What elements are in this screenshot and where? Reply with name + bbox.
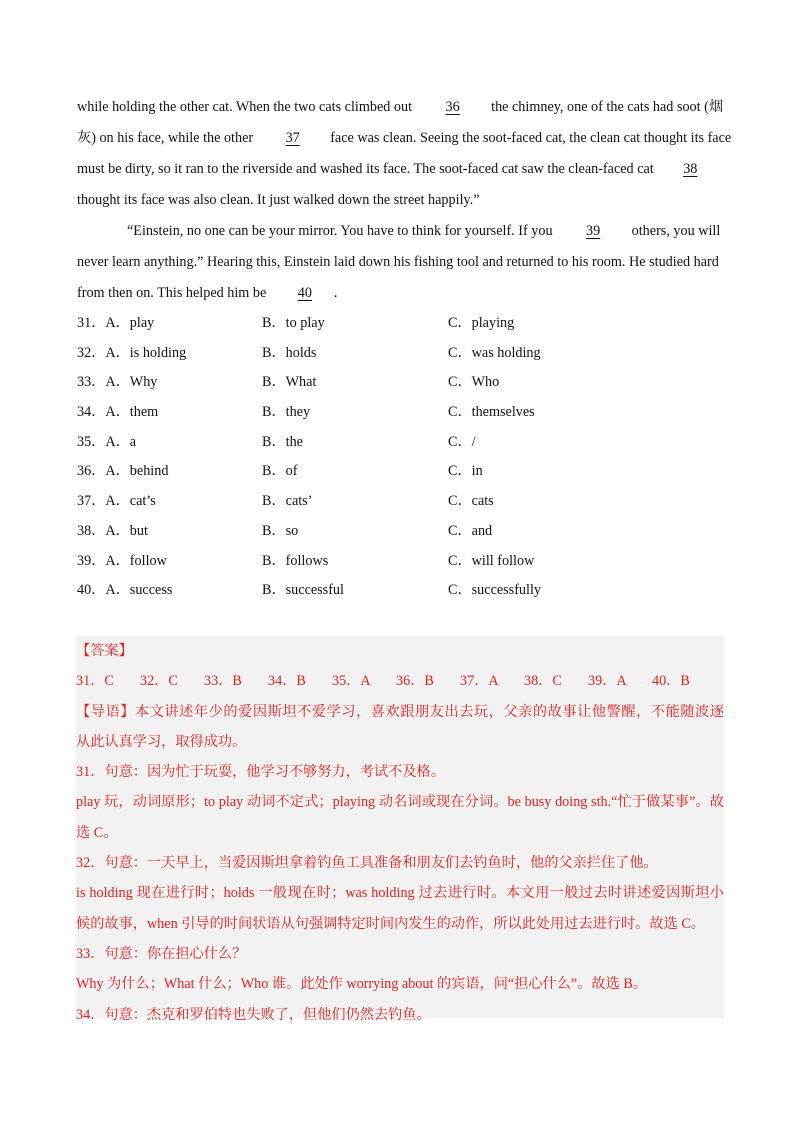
passage-text: must be dirty, so it ran to the riverside and washed its face. The soot-faced cat saw the clean-faced cat bbox=[77, 161, 654, 177]
option-a: 34．A．them bbox=[77, 404, 159, 421]
option-a: 37．A．cat’s bbox=[77, 493, 156, 510]
passage-text: others, you will bbox=[631, 223, 721, 239]
option-row bbox=[77, 517, 777, 547]
option-row bbox=[77, 547, 777, 577]
q32-explanation: 候的故事，when 引导的时间状语从句强调特定时间内发生的动作，所以此处用过去进行时。故选 C。 bbox=[76, 915, 705, 932]
q31-explanation: play 玩，动词原形；to play 动词不定式；playing 动名词或现在分词。be busy doing sth.“忙于做某事”。故 bbox=[76, 794, 724, 811]
option-a: 39．A．follow bbox=[77, 552, 167, 569]
option-b: B．they bbox=[262, 404, 311, 421]
option-b: B．cats’ bbox=[262, 493, 313, 510]
reading-passage bbox=[77, 92, 732, 309]
q31-explanation: 选 C。 bbox=[76, 824, 118, 841]
option-a: 36．A．behind bbox=[77, 463, 169, 480]
option-c: C．playing bbox=[448, 315, 515, 331]
answer-section bbox=[76, 636, 724, 1030]
blank-37: 37 bbox=[285, 130, 300, 146]
q34-meaning: 34．句意：杰克和罗伯特也失败了，但他们仍然去钓鱼。 bbox=[76, 1006, 431, 1023]
option-a: 32．A．is holding bbox=[77, 344, 187, 361]
answer-key: 38．C bbox=[524, 673, 562, 690]
option-c: C．was holding bbox=[448, 344, 541, 361]
q32-meaning: 32．句意：一天早上，当爱因斯坦拿着钓鱼工具准备和朋友们去钓鱼时，他的父亲拦住了他。 bbox=[76, 855, 658, 872]
option-b: B．the bbox=[262, 433, 303, 450]
option-b: B．so bbox=[262, 522, 299, 539]
guide-text: 【导语】本文讲述年少的爱因斯坦不爱学习，喜欢跟朋友出去玩，父亲的故事让他警醒，不能随波逐 bbox=[76, 703, 724, 720]
answer-key: 32．C bbox=[140, 673, 178, 690]
option-a: 40．A．success bbox=[77, 582, 173, 599]
blank-38: 38 bbox=[683, 161, 698, 177]
passage-text: from then on. This helped him be bbox=[77, 285, 267, 301]
option-b: B．successful bbox=[262, 582, 344, 599]
option-b: B．holds bbox=[262, 344, 317, 361]
option-a: 33．A．Why bbox=[77, 374, 158, 391]
option-b: B．What bbox=[262, 374, 317, 391]
passage-line: thought its face was also clean. It just walked down the street happily.” bbox=[77, 192, 480, 208]
option-c: C．will follow bbox=[448, 552, 535, 569]
option-a: 35．A．a bbox=[77, 433, 137, 450]
option-row bbox=[77, 428, 777, 458]
answer-heading: 【答案】 bbox=[76, 643, 133, 659]
option-row bbox=[77, 398, 777, 428]
passage-line: never learn anything.” Hearing this, Einstein laid down his fishing tool and returned to his room. He studied hard bbox=[77, 254, 719, 270]
answer-key: 33．B bbox=[204, 673, 242, 690]
passage-line bbox=[77, 278, 725, 309]
passage-text: while holding the other cat. When the two cats climbed out bbox=[77, 99, 413, 115]
passage-text: the chimney, one of the cats had soot (烟 bbox=[491, 99, 724, 115]
passage-line bbox=[77, 154, 725, 185]
option-c: C．and bbox=[448, 522, 493, 539]
option-a: 31．A．play bbox=[77, 315, 155, 331]
passage-text: “Einstein, no one can be your mirror. You have to think for yourself. If you bbox=[127, 223, 553, 239]
blank-36: 36 bbox=[445, 99, 460, 115]
option-b: B．of bbox=[262, 463, 298, 480]
passage-line bbox=[77, 216, 725, 247]
answer-key-row bbox=[76, 666, 724, 696]
answer-key: 36．B bbox=[396, 673, 434, 690]
answer-key: 40．B bbox=[652, 673, 690, 690]
passage-text: face was clean. Seeing the soot-faced cat, the clean cat thought its face bbox=[330, 130, 732, 146]
answer-key: 31．C bbox=[76, 673, 114, 690]
option-row bbox=[77, 339, 777, 369]
q31-meaning: 31．句意：因为忙于玩耍，他学习不够努力，考试不及格。 bbox=[76, 764, 445, 781]
passage-line bbox=[77, 92, 725, 123]
q32-explanation: is holding 现在进行时；holds 一般现在时；was holding 过去进行时。本文用一般过去时讲述爱因斯坦小 bbox=[76, 885, 724, 902]
option-b: B．to play bbox=[262, 315, 325, 331]
guide-text: 从此认真学习，取得成功。 bbox=[76, 733, 247, 750]
answer-key: 39．A bbox=[588, 673, 627, 690]
option-c: C．Who bbox=[448, 374, 500, 391]
passage-text: . bbox=[333, 285, 338, 301]
option-c: C．successfully bbox=[448, 582, 541, 599]
option-c: C．in bbox=[448, 463, 483, 480]
answer-key: 35．A bbox=[332, 673, 371, 690]
q33-meaning: 33．句意：你在担心什么？ bbox=[76, 945, 247, 962]
option-c: C．cats bbox=[448, 493, 494, 510]
q33-explanation: Why 为什么；What 什么；Who 谁。此处作 worrying about 的宾语，问“担心什么”。故选 B。 bbox=[76, 976, 647, 993]
options-list bbox=[77, 309, 777, 606]
option-row bbox=[77, 457, 777, 487]
option-row bbox=[77, 576, 777, 606]
passage-text: 灰) on his face, while the other bbox=[77, 130, 254, 146]
option-row bbox=[77, 487, 777, 517]
blank-39: 39 bbox=[586, 223, 601, 239]
option-c: C．/ bbox=[448, 433, 476, 450]
option-c: C．themselves bbox=[448, 404, 535, 421]
option-a: 38．A．but bbox=[77, 522, 148, 539]
option-row bbox=[77, 368, 777, 398]
option-row bbox=[77, 309, 777, 339]
blank-40: 40 bbox=[297, 285, 312, 301]
passage-line bbox=[77, 123, 732, 154]
answer-key: 34．B bbox=[268, 673, 306, 690]
option-b: B．follows bbox=[262, 552, 329, 569]
answer-key: 37．A bbox=[460, 673, 499, 690]
